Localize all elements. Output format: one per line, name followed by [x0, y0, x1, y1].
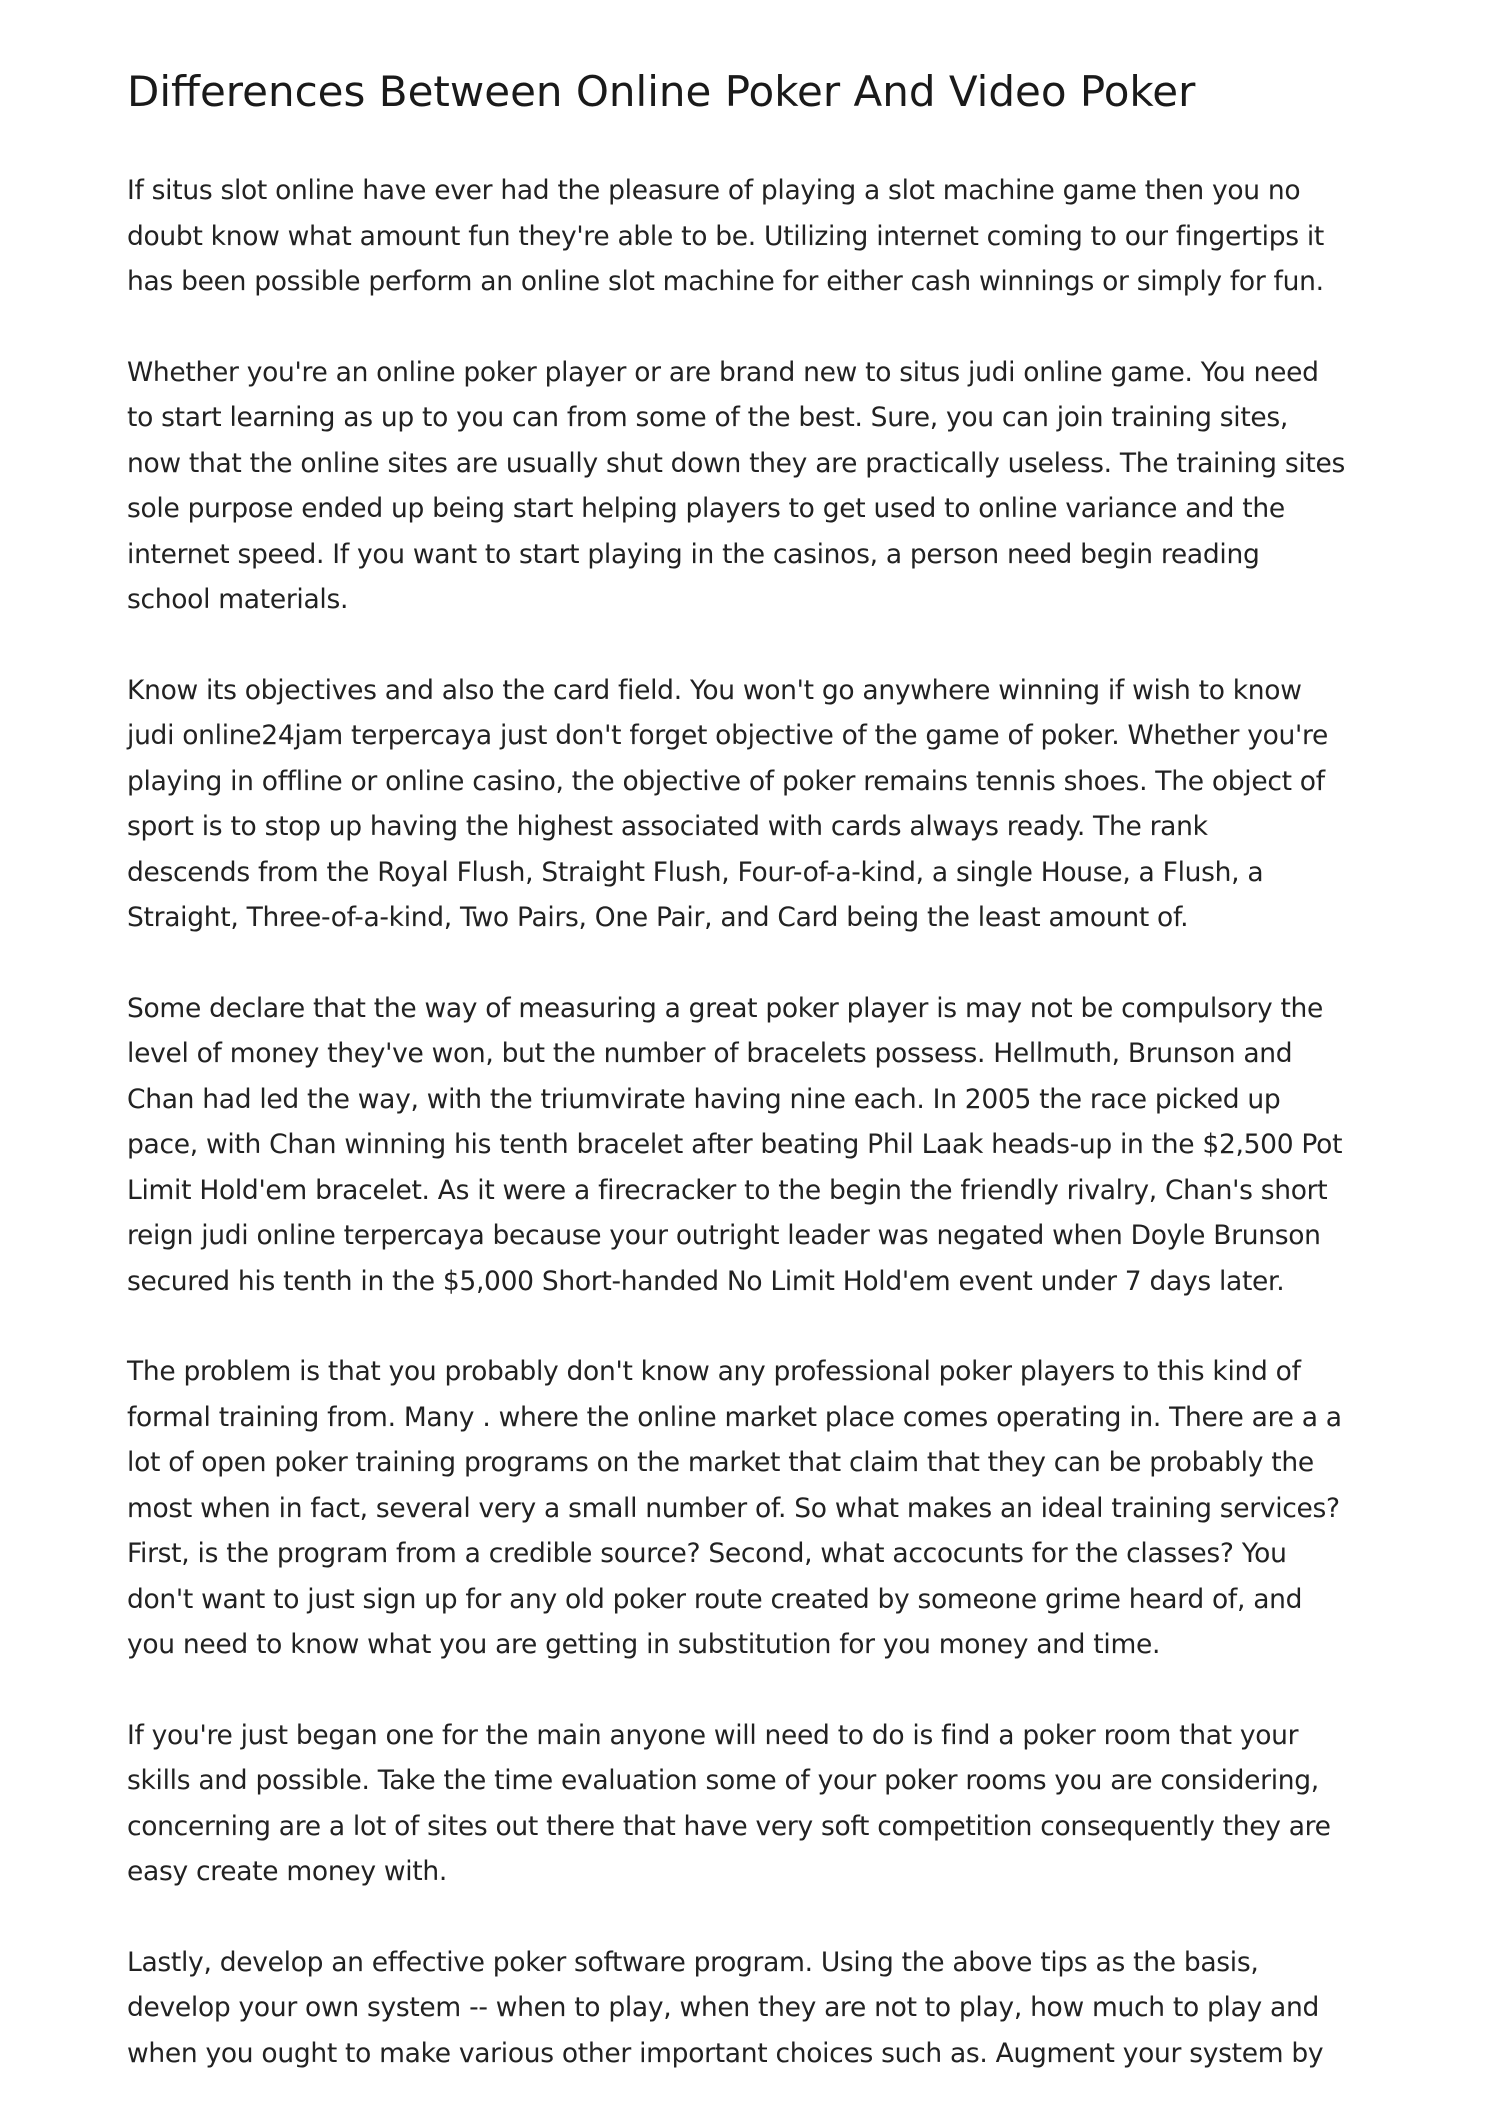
text-line: Whether you're an online poker player or are brand new to situs judi online game. You need: [127, 356, 1319, 388]
text-line: If you're just began one for the main anyone will need to do is find a poker room that your: [127, 1719, 1299, 1751]
document-body: [127, 168, 1407, 2121]
text-line: easy create money with.: [127, 1856, 447, 1887]
text-line: playing in offline or online casino, the objective of poker remains tennis shoes. The object of: [127, 765, 1325, 797]
text-line: First, is the program from a credible source? Second, what accocunts for the classes? You: [127, 1538, 1287, 1569]
paragraph-3: [127, 668, 1407, 941]
paragraph-5: [127, 1349, 1407, 1668]
text-line: pace, with Chan winning his tenth bracelet after beating Phil Laak heads-up in the $2,500 Pot: [127, 1129, 1343, 1160]
document-title: Differences Between Online Poker And Video Poker: [127, 67, 1196, 116]
text-line: Straight, Three-of-a-kind, Two Pairs, One Pair, and Card being the least amount of.: [127, 902, 1189, 933]
text-line: sport is to stop up having the highest associated with cards always ready. The rank: [127, 811, 1208, 842]
text-line: develop your own system -- when to play, when they are not to play, how much to play and: [127, 1992, 1319, 2023]
text-line: don't want to just sign up for any old poker route created by someone grime heard of, and: [127, 1583, 1303, 1615]
text-line: has been possible perform an online slot machine for either cash winnings or simply for fun.: [127, 266, 1324, 297]
text-line: lot of open poker training programs on the market that claim that they can be probably the: [127, 1447, 1314, 1478]
text-line: concerning are a lot of sites out there that have very soft competition consequently they are: [127, 1810, 1331, 1842]
text-line: now that the online sites are usually shut down they are practically useless. The training sites: [127, 447, 1345, 479]
text-line: Limit Hold'em bracelet. As it were a firecracker to the begin the friendly rivalry, Chan's short: [127, 1174, 1328, 1206]
text-line: descends from the Royal Flush, Straight Flush, Four-of-a-kind, a single House, a Flush, a: [127, 856, 1264, 888]
paragraph-6: [127, 1713, 1407, 1895]
text-line: secured his tenth in the $5,000 Short-handed No Limit Hold'em event under 7 days later.: [127, 1265, 1285, 1297]
text-line: internet speed. If you want to start playing in the casinos, a person need begin reading: [127, 538, 1260, 570]
text-line: If situs slot online have ever had the pleasure of playing a slot machine game then you no: [127, 175, 1301, 206]
text-line: level of money they've won, but the number of bracelets possess. Hellmuth, Brunson and: [127, 1038, 1293, 1069]
text-line: reign judi online terpercaya because your outright leader was negated when Doyle Brunson: [127, 1220, 1321, 1251]
paragraph-4: [127, 986, 1407, 1305]
paragraph-7: [127, 1940, 1407, 2077]
text-line: judi online24jam terpercaya just don't forget objective of the game of poker. Whether you're: [127, 720, 1328, 751]
text-line: you need to know what you are getting in substitution for you money and time.: [127, 1629, 1161, 1660]
text-line: The problem is that you probably don't know any professional poker players to this kind of: [127, 1356, 1301, 1387]
text-line: when you ought to make various other important choices such as. Augment your system by: [127, 2037, 1324, 2069]
paragraph-2: [127, 350, 1407, 623]
text-line: skills and possible. Take the time evaluation some of your poker rooms you are considering,: [127, 1765, 1319, 1796]
text-line: Chan had led the way, with the triumvirate having nine each. In 2005 the race picked up: [127, 1083, 1281, 1115]
text-line: most when in fact, several very a small number of. So what makes an ideal training services?: [127, 1492, 1340, 1524]
text-line: formal training from. Many . where the online market place comes operating in. There are a a: [127, 1401, 1342, 1433]
text-line: sole purpose ended up being start helping players to get used to online variance and the: [127, 493, 1285, 524]
text-line: Know its objectives and also the card field. You won't go anywhere winning if wish to know: [127, 674, 1302, 706]
text-line: school materials.: [127, 584, 349, 615]
text-line: Some declare that the way of measuring a great poker player is may not be compulsory the: [127, 992, 1324, 1024]
paragraph-1: [127, 168, 1407, 305]
text-line: Lastly, develop an effective poker software program. Using the above tips as the basis,: [127, 1946, 1259, 1978]
text-line: to start learning as up to you can from some of the best. Sure, you can join training sites,: [127, 402, 1289, 433]
text-line: doubt know what amount fun they're able to be. Utilizing internet coming to our fingertips it: [127, 220, 1325, 252]
